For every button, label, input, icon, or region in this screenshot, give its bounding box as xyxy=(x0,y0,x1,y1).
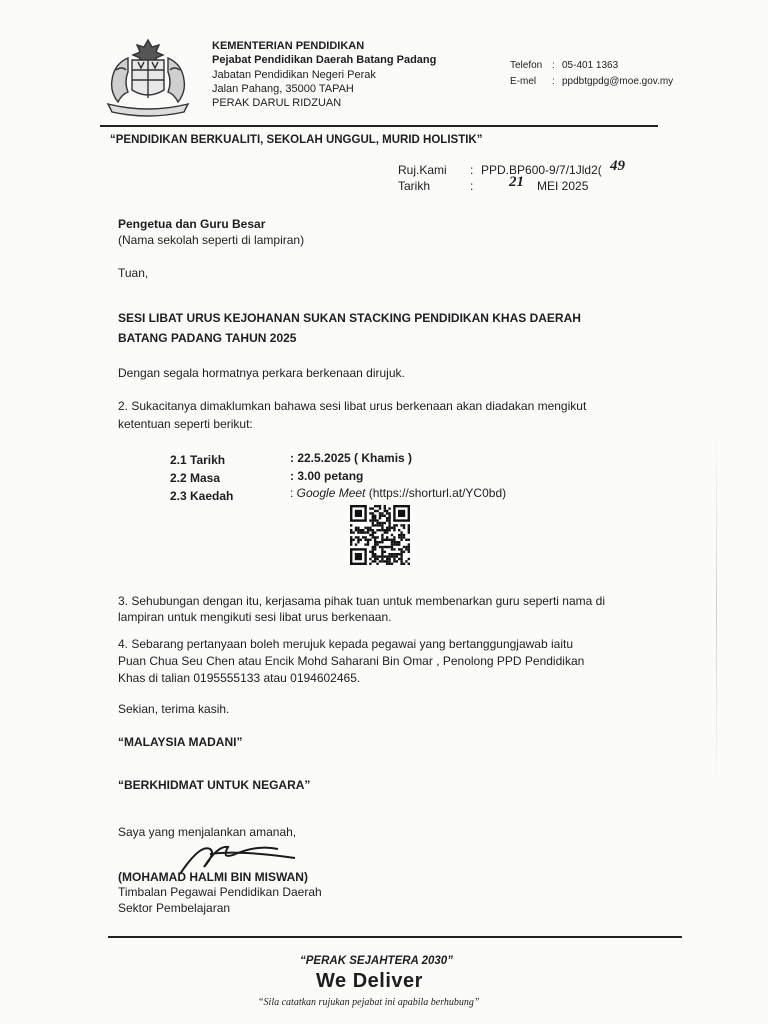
signer-name: (MOHAMAD HALMI BIN MISWAN) xyxy=(118,870,308,884)
date-sep: : xyxy=(470,179,474,193)
meet-link[interactable]: (https://shorturl.at/YC0bd) xyxy=(365,486,507,500)
we-deliver-logo: We Deliver xyxy=(316,970,423,992)
date-label: Tarikh xyxy=(398,179,431,193)
email-sep: : xyxy=(552,76,555,87)
scan-edge-mark xyxy=(716,430,717,790)
sign-intro: Saya yang menjalankan amanah, xyxy=(118,825,297,839)
subject-line-1: SESI LIBAT URUS KEJOHANAN SUKAN STACKING PENDIDIKAN KHAS DAERAH xyxy=(118,311,581,325)
detail-date-label: 2.1 Tarikh xyxy=(170,453,226,467)
recipient-note: (Nama sekolah seperti di lampiran) xyxy=(118,233,305,247)
paragraph-2-line-1: 2. Sukacitanya dimaklumkan bahawa sesi libat urus berkenaan akan diadakan mengikut xyxy=(118,399,587,413)
reference-sep: : xyxy=(470,163,474,177)
office-name: Pejabat Pendidikan Daerah Batang Padang xyxy=(212,54,437,66)
phone-value: 05-401 1363 xyxy=(562,60,619,71)
date-value: MEI 2025 xyxy=(537,179,589,193)
footer-note: “Sila catatkan rujukan pejabat ini apabila berhubung” xyxy=(258,997,480,1008)
motto: “PENDIDIKAN BERKUALITI, SEKOLAH UNGGUL, MURID HOLISTIK” xyxy=(110,134,483,146)
email-label: E-mel xyxy=(510,76,537,87)
signer-sector: Sektor Pembelajaran xyxy=(118,901,231,915)
reference-handwritten-number: 49 xyxy=(610,158,625,174)
detail-method-prefix: : xyxy=(290,486,297,500)
phone-label: Telefon xyxy=(510,60,543,71)
footer-slogan: “PERAK SEJAHTERA 2030” xyxy=(300,955,453,967)
detail-date-value: : 22.5.2025 ( Khamis ) xyxy=(290,451,413,465)
detail-method-label: 2.3 Kaedah xyxy=(170,489,234,503)
closing-remark: Sekian, terima kasih. xyxy=(118,702,230,716)
paragraph-3-line-2: lampiran untuk mengikuti sesi libat urus berkenaan. xyxy=(118,610,392,624)
reference-value: PPD.BP600-9/7/1Jld2( xyxy=(481,163,602,177)
paragraph-1: Dengan segala hormatnya perkara berkenaan dirujuk. xyxy=(118,366,405,380)
address-line-2: PERAK DARUL RIDZUAN xyxy=(212,97,342,109)
detail-method-value xyxy=(290,486,506,500)
qr-code-icon[interactable] xyxy=(350,505,410,565)
footer-divider xyxy=(108,936,682,938)
subject-line-2: BATANG PADANG TAHUN 2025 xyxy=(118,331,297,345)
ministry-name: KEMENTERIAN PENDIDIKAN xyxy=(212,40,365,52)
signer-title: Timbalan Pegawai Pendidikan Daerah xyxy=(118,885,322,899)
slogan-malaysia-madani: “MALAYSIA MADANI” xyxy=(118,735,243,749)
paragraph-4-line-1: 4. Sebarang pertanyaan boleh merujuk kepada pegawai yang bertanggungjawab iaitu xyxy=(118,637,573,651)
salutation: Tuan, xyxy=(118,266,149,280)
paragraph-4-line-2: Puan Chua Seu Chen atau Encik Mohd Saharani Bin Omar , Penolong PPD Pendidikan xyxy=(118,654,585,668)
date-handwritten-day: 21 xyxy=(509,174,524,190)
detail-time-label: 2.2 Masa xyxy=(170,471,221,485)
google-meet-text: Google Meet xyxy=(296,486,366,500)
header-divider xyxy=(100,125,658,127)
coat-of-arms-logo xyxy=(98,36,198,118)
reference-label: Ruj.Kami xyxy=(398,163,447,177)
address-line-1: Jalan Pahang, 35000 TAPAH xyxy=(212,83,354,95)
paragraph-4-line-3: Khas di talian 0195555133 atau 0194602465. xyxy=(118,671,361,685)
department-name: Jabatan Pendidikan Negeri Perak xyxy=(212,69,376,81)
detail-time-value: : 3.00 petang xyxy=(290,469,364,483)
paragraph-2-line-2: ketentuan seperti berikut: xyxy=(118,417,253,431)
email-value[interactable]: ppdbtgpdg@moe.gov.my xyxy=(562,76,674,87)
paragraph-3-line-1: 3. Sehubungan dengan itu, kerjasama pihak tuan untuk membenarkan guru seperti nama di xyxy=(118,594,605,608)
slogan-berkhidmat: “BERKHIDMAT UNTUK NEGARA” xyxy=(118,778,311,792)
recipient-title: Pengetua dan Guru Besar xyxy=(118,217,266,231)
phone-sep: : xyxy=(552,60,555,71)
